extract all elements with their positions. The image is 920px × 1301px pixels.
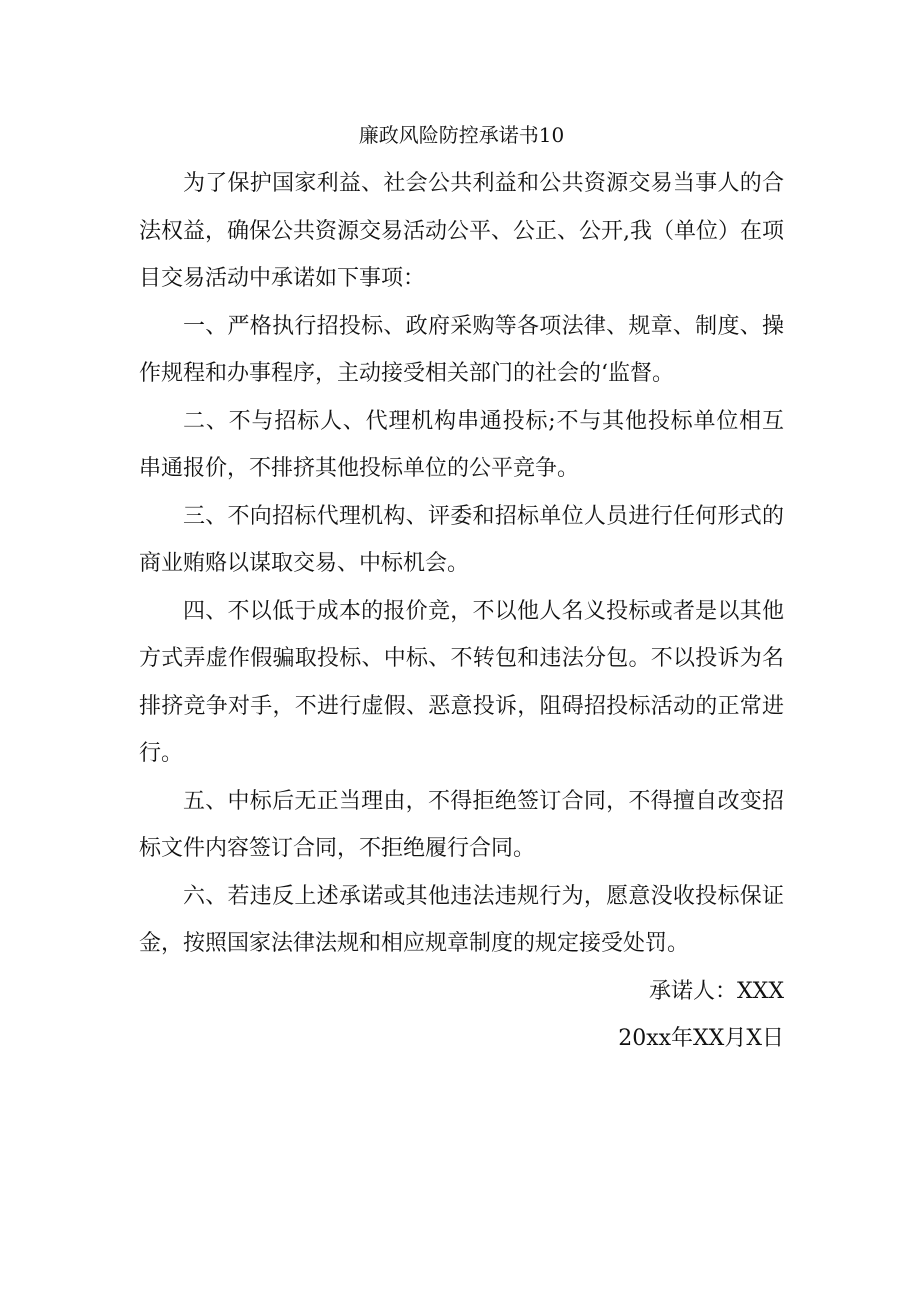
commitment-item-2: 二、不与招标人、代理机构串通投标;不与其他投标单位相互串通报价，不排挤其他投标单位的公平竞争。	[139, 408, 784, 481]
commitment-item-4: 四、不以低于成本的报价竞，不以他人名义投标或者是以其他方式弄虚作假骗取投标、中标、不转包和违法分包。不以投诉为名排挤竞争对手，不进行虚假、恶意投诉，阻碍招投标活动的正常进行。	[139, 598, 784, 766]
signatory-line: 承诺人：XXX	[649, 978, 784, 1004]
commitment-item-6: 六、若违反上述承诺或其他违法违规行为，愿意没收投标保证金，按照国家法律法规和相应规章制度的规定接受处罚。	[139, 883, 784, 956]
intro-paragraph: 为了保护国家利益、社会公共利益和公共资源交易当事人的合法权益，确保公共资源交易活动公平、公正、公开,我（单位）在项目交易活动中承诺如下事项：	[139, 171, 784, 291]
commitment-item-5: 五、中标后无正当理由，不得拒绝签订合同，不得擅自改变招标文件内容签订合同，不拒绝履行合同。	[139, 788, 784, 861]
date-line: 20xx年XX月X日	[618, 1026, 784, 1051]
document-page	[139, 118, 784, 1063]
document-title: 廉政风险防控承诺书10	[358, 123, 565, 147]
commitment-item-1: 一、严格执行招投标、政府采购等各项法律、规章、制度、操作规程和办事程序，主动接受相关部门的社会的‘监督。	[139, 313, 784, 386]
commitment-item-3: 三、不向招标代理机构、评委和招标单位人员进行任何形式的商业贿赂以谋取交易、中标机会。	[139, 503, 784, 576]
